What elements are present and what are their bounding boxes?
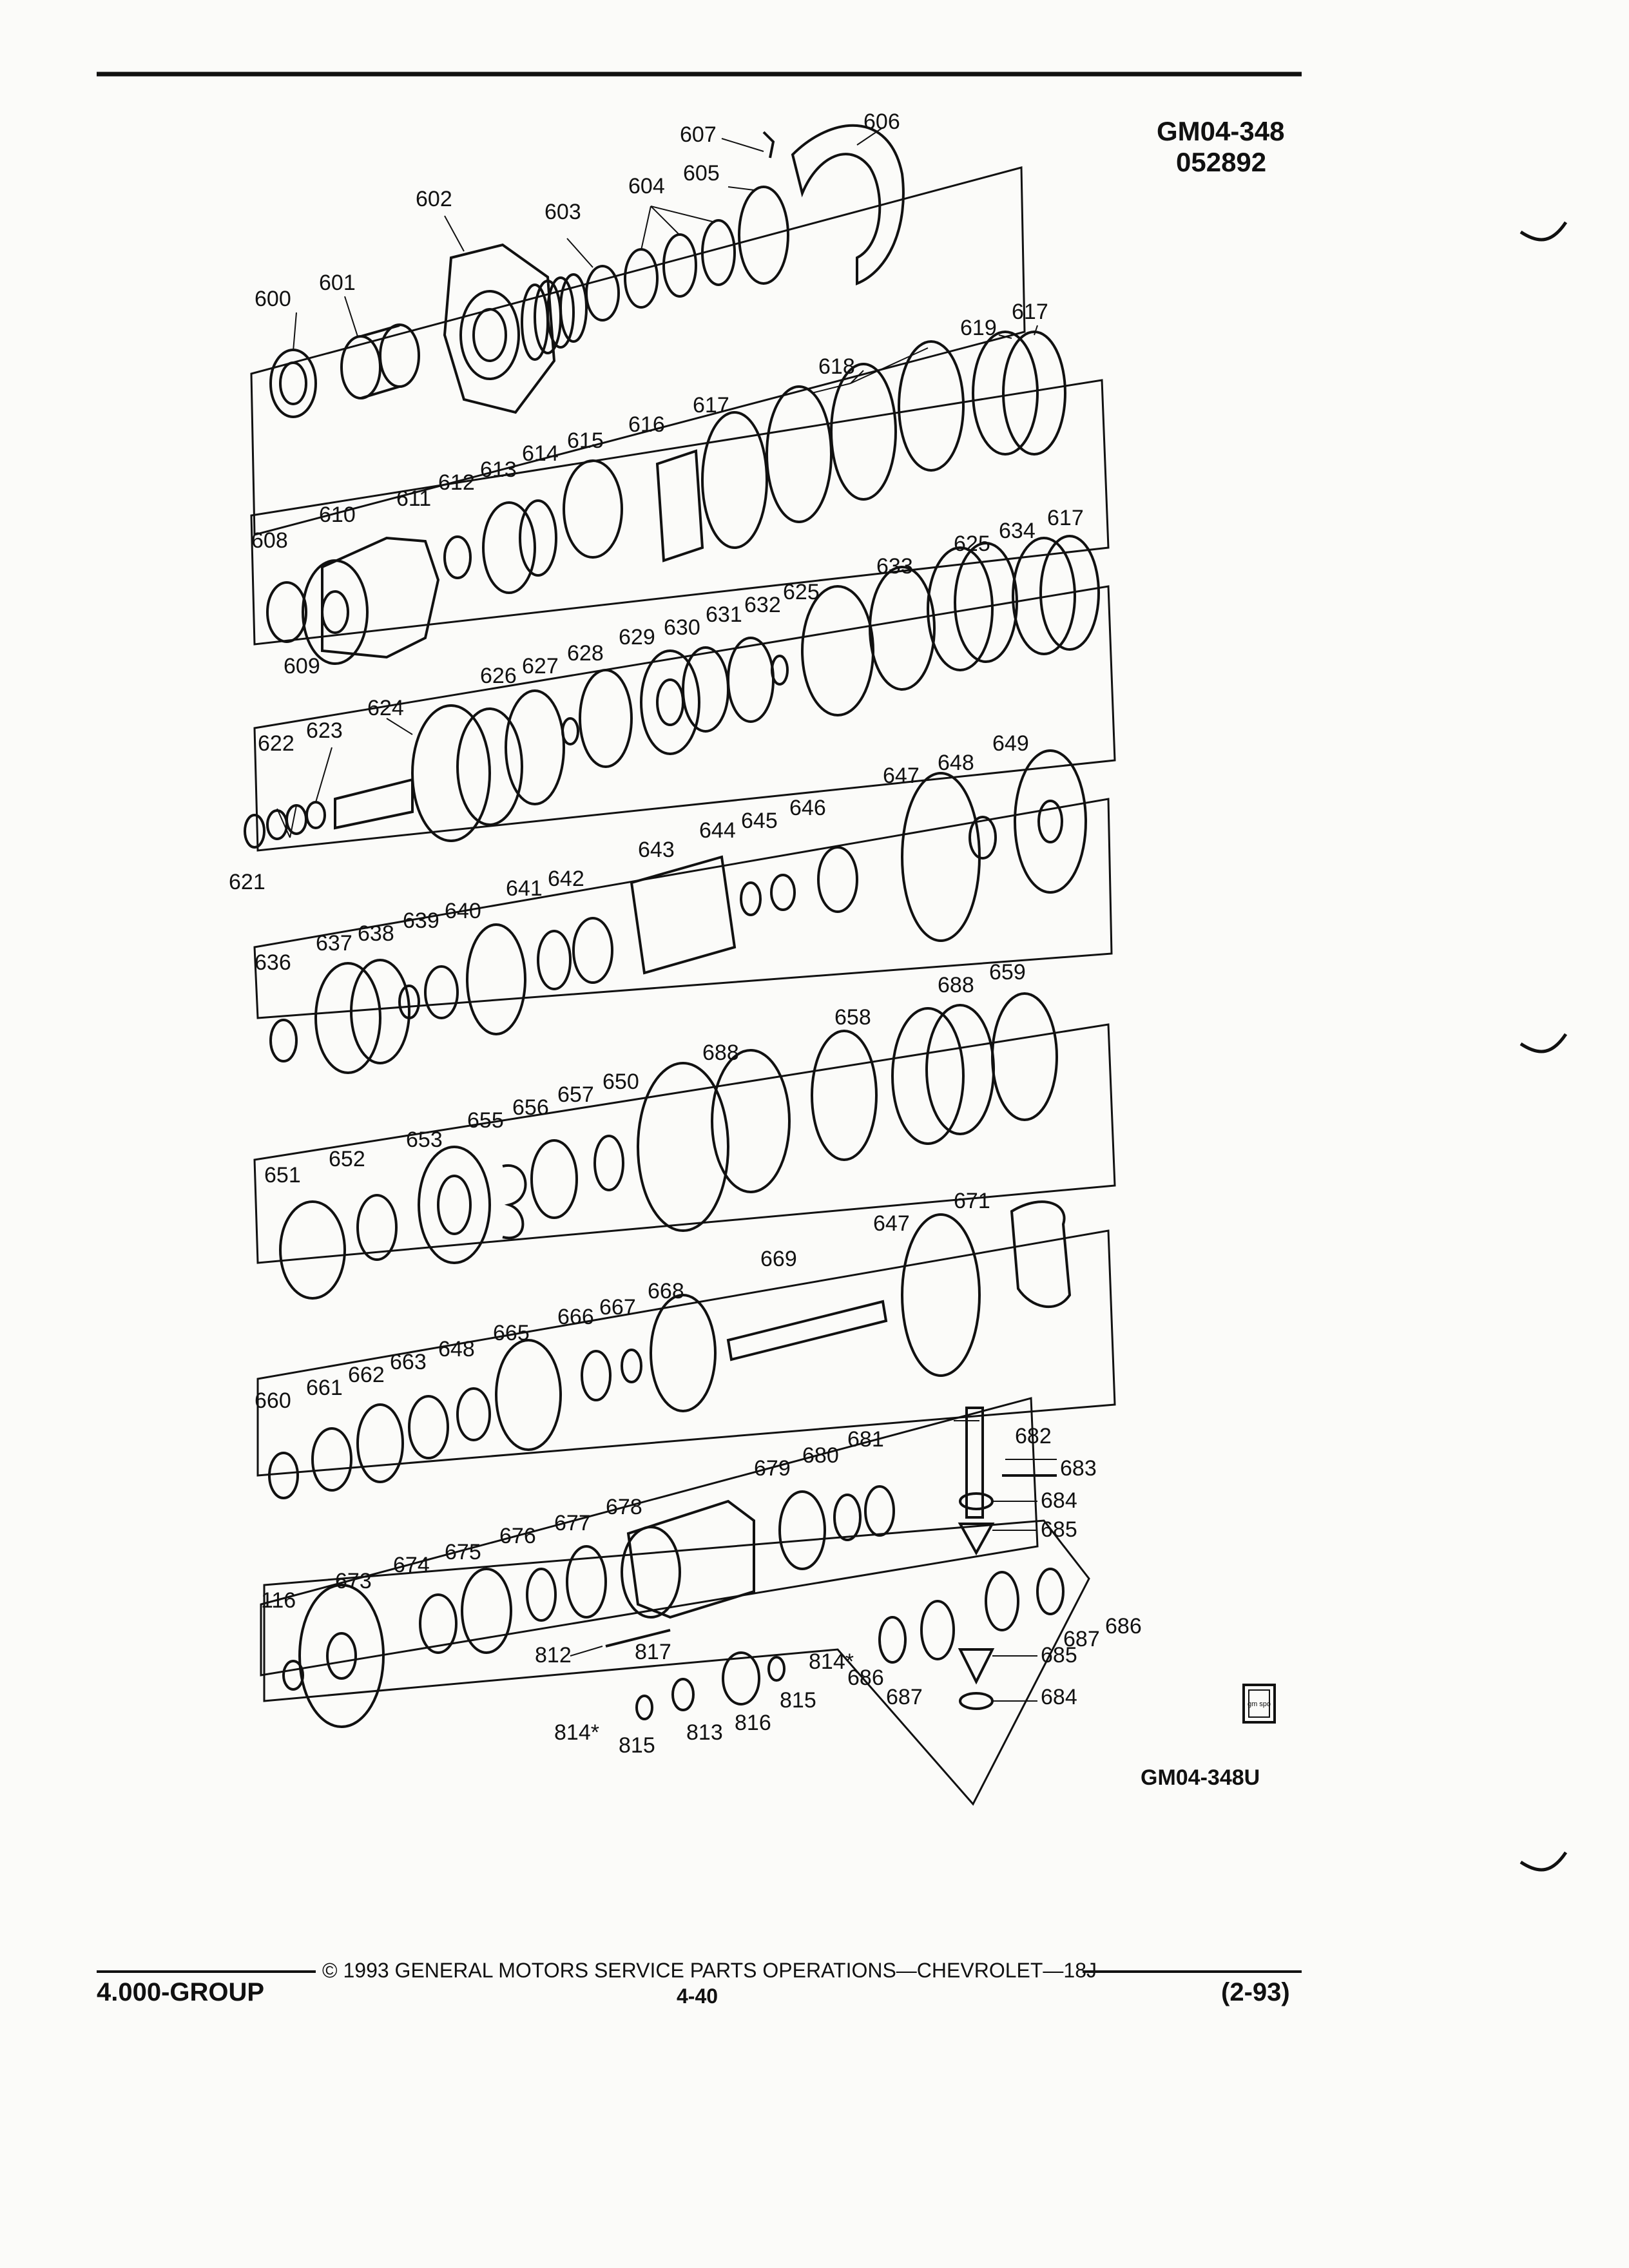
part-label: 684 xyxy=(1041,1488,1077,1513)
part-label: 626 xyxy=(480,664,517,688)
part-label: 608 xyxy=(251,528,288,553)
part-652-ring xyxy=(358,1195,396,1260)
part-666-ring xyxy=(582,1351,610,1400)
part-677-ring xyxy=(567,1546,606,1617)
part-label: 688 xyxy=(702,1041,739,1065)
part-617-ring-b xyxy=(1003,332,1065,454)
part-label: 661 xyxy=(306,1376,343,1400)
part-675-gear xyxy=(462,1569,511,1653)
part-label: 641 xyxy=(506,876,543,901)
part-label: 815 xyxy=(619,1733,655,1758)
part-label: 677 xyxy=(554,1511,591,1535)
part-label: 645 xyxy=(741,809,778,833)
part-688-plate-a xyxy=(712,1050,789,1192)
part-label: 668 xyxy=(648,1279,684,1303)
part-label: 634 xyxy=(999,519,1036,543)
part-label: 651 xyxy=(264,1163,301,1187)
part-label: 606 xyxy=(863,110,900,134)
part-624-shaft xyxy=(335,780,412,828)
part-684-washer-b xyxy=(960,1693,992,1709)
part-label: 632 xyxy=(744,593,781,617)
part-636-washer xyxy=(271,1020,296,1061)
part-label: 614 xyxy=(522,441,559,466)
part-655-spring xyxy=(503,1166,525,1238)
part-label: 605 xyxy=(683,161,720,186)
part-659-plate xyxy=(992,994,1057,1120)
part-643-shell xyxy=(631,857,735,973)
part-815-washer-b xyxy=(769,1657,784,1680)
part-label: 658 xyxy=(834,1005,871,1030)
part-686-washer-b xyxy=(880,1617,905,1662)
part-label: 617 xyxy=(1012,300,1048,324)
part-661-bearing xyxy=(313,1428,351,1490)
part-608-washer xyxy=(267,582,306,642)
part-628-ring xyxy=(580,670,631,767)
part-label: 666 xyxy=(557,1305,594,1329)
panel-row-5 xyxy=(255,1024,1115,1263)
part-685-gear xyxy=(960,1524,992,1553)
part-label: 676 xyxy=(499,1524,536,1548)
part-label: 817 xyxy=(635,1640,671,1664)
part-657-seal xyxy=(595,1136,623,1190)
part-label: 647 xyxy=(873,1211,910,1236)
part-627-washer xyxy=(563,718,578,744)
part-601-bushing xyxy=(342,336,380,398)
part-label: 657 xyxy=(557,1082,594,1107)
part-651-ring xyxy=(280,1202,345,1298)
part-label: 625 xyxy=(783,580,820,604)
part-813-roller xyxy=(673,1679,693,1710)
row-1-parts xyxy=(271,126,903,417)
part-641-ring xyxy=(538,931,570,989)
footer-page-number: 4-40 xyxy=(677,1984,718,2008)
part-label: 816 xyxy=(735,1711,771,1735)
part-669-shaft xyxy=(728,1302,886,1360)
part-631-gear xyxy=(728,638,773,722)
part-604-ring-a xyxy=(625,249,657,307)
part-label: 681 xyxy=(847,1427,884,1452)
part-label: 686 xyxy=(1105,1614,1142,1639)
part-671-band xyxy=(1012,1202,1070,1307)
footer-revision: (2-93) xyxy=(1221,1978,1290,2006)
part-656-piston xyxy=(532,1140,577,1218)
part-637-gear xyxy=(316,963,380,1073)
part-label: 628 xyxy=(567,641,604,666)
part-640-carrier xyxy=(467,925,525,1034)
part-label: 682 xyxy=(1015,1424,1052,1448)
part-label: 625 xyxy=(954,532,990,556)
part-label: 607 xyxy=(680,122,717,147)
part-label: 686 xyxy=(847,1666,884,1690)
part-label: 660 xyxy=(255,1389,291,1413)
part-label: 640 xyxy=(445,899,481,923)
part-label: 680 xyxy=(802,1443,839,1468)
part-labels xyxy=(229,110,1142,1758)
part-label: 623 xyxy=(306,718,343,743)
part-662-gear xyxy=(358,1405,403,1482)
part-649-gear xyxy=(1015,751,1086,892)
part-618-plate-c xyxy=(899,341,963,470)
part-label: 642 xyxy=(548,867,584,891)
part-label: 637 xyxy=(316,931,352,956)
part-label: 617 xyxy=(1047,506,1084,530)
part-label: 636 xyxy=(255,950,291,975)
part-618-plate-b xyxy=(831,364,896,499)
part-625-plate xyxy=(802,586,873,715)
part-label: 685 xyxy=(1041,1643,1077,1667)
part-label: 611 xyxy=(396,486,432,511)
part-621-ring xyxy=(245,815,264,847)
part-label: 604 xyxy=(628,174,665,198)
part-616-housing xyxy=(657,451,702,561)
part-605-ring xyxy=(739,187,788,284)
part-603-bushing xyxy=(586,266,619,320)
part-label: 650 xyxy=(602,1070,639,1094)
part-687-gear-b xyxy=(921,1601,954,1659)
part-label: 678 xyxy=(606,1495,642,1519)
part-label: 647 xyxy=(883,764,920,788)
panel-row-6 xyxy=(258,1231,1115,1475)
part-667-washer xyxy=(622,1350,641,1382)
part-639-ring xyxy=(425,966,458,1018)
part-647-snap-ring xyxy=(902,773,979,941)
badge-label: gm spo xyxy=(1247,1700,1271,1708)
part-611-bushing xyxy=(445,537,470,578)
part-label: 639 xyxy=(403,908,439,933)
part-633-plate xyxy=(870,567,934,689)
part-label: 683 xyxy=(1060,1456,1097,1481)
part-label: 688 xyxy=(938,973,974,997)
part-632-washer xyxy=(772,656,787,684)
part-label: 622 xyxy=(258,731,294,756)
part-label: 602 xyxy=(416,187,452,211)
part-614-seal xyxy=(520,501,556,575)
footer-copyright: © 1993 GENERAL MOTORS SERVICE PARTS OPERATIONS—CHEVROLET—18J xyxy=(322,1959,1097,1982)
part-label: 610 xyxy=(319,503,356,527)
part-673-housing xyxy=(300,1585,383,1727)
row-4-parts xyxy=(271,751,1086,1073)
part-label: 615 xyxy=(567,428,604,453)
part-label: 617 xyxy=(693,393,729,418)
part-607-pin xyxy=(764,132,773,158)
part-648-bushing-b xyxy=(458,1389,490,1440)
part-label: 656 xyxy=(512,1095,549,1120)
part-label: 652 xyxy=(329,1147,365,1171)
part-label: 613 xyxy=(480,457,517,482)
part-645-washer xyxy=(771,875,795,910)
part-label: 674 xyxy=(393,1553,430,1577)
part-label: 644 xyxy=(699,818,736,843)
part-629-carrier xyxy=(641,651,699,754)
part-label: 814* xyxy=(809,1649,854,1674)
panel-row-4 xyxy=(255,799,1112,1018)
footer-group: 4.000-GROUP xyxy=(97,1978,265,2006)
part-663-washer xyxy=(409,1396,448,1458)
part-604-ring-b xyxy=(664,235,696,296)
part-label: 655 xyxy=(467,1108,504,1133)
part-label: 812 xyxy=(535,1643,572,1667)
part-label: 665 xyxy=(493,1321,530,1345)
part-label: 673 xyxy=(335,1569,372,1593)
part-label: 653 xyxy=(406,1128,443,1152)
part-686-washer xyxy=(1037,1569,1063,1614)
part-label: 629 xyxy=(619,625,655,649)
part-label: 813 xyxy=(686,1720,723,1745)
part-660-washer xyxy=(269,1453,298,1498)
part-676-ring xyxy=(527,1569,555,1620)
part-label: 603 xyxy=(545,200,581,224)
part-label: 612 xyxy=(438,470,475,495)
part-label: 671 xyxy=(954,1189,990,1213)
part-623-washer xyxy=(307,802,325,828)
part-647-snap-ring-b xyxy=(902,1215,979,1376)
part-label: 659 xyxy=(989,960,1026,985)
part-618-plate-a xyxy=(767,387,831,522)
part-label: 631 xyxy=(706,602,742,627)
part-label: 649 xyxy=(992,731,1029,756)
part-682-pin xyxy=(967,1408,983,1517)
part-600-bearing xyxy=(271,350,316,417)
part-815-washer xyxy=(637,1696,652,1719)
part-label: 669 xyxy=(760,1247,797,1271)
part-label: 687 xyxy=(886,1685,923,1709)
part-684-washer xyxy=(960,1494,992,1509)
part-615-piston xyxy=(564,461,622,557)
part-label: 648 xyxy=(438,1337,475,1361)
part-label: 624 xyxy=(367,696,404,720)
part-label: 679 xyxy=(754,1456,791,1481)
part-679-bearing xyxy=(780,1492,825,1569)
panel-row-2 xyxy=(251,380,1108,644)
part-label: 814* xyxy=(554,1720,599,1745)
part-label: 648 xyxy=(938,751,974,775)
part-642-bearing xyxy=(574,918,612,983)
part-685-gear-b xyxy=(960,1649,992,1682)
part-681-ring xyxy=(865,1486,894,1535)
part-610-drum xyxy=(322,538,438,657)
part-label: 685 xyxy=(1041,1517,1077,1542)
part-label: 630 xyxy=(664,615,700,640)
part-630-gear xyxy=(683,648,728,731)
part-label: 815 xyxy=(780,1688,816,1713)
panel-boxes xyxy=(251,168,1115,1804)
part-label: 600 xyxy=(255,287,291,311)
part-658-plate xyxy=(812,1031,876,1160)
part-626-ring xyxy=(506,691,564,804)
row-5-parts xyxy=(280,994,1057,1298)
part-648-bushing xyxy=(970,817,996,858)
part-label: 621 xyxy=(229,870,265,894)
part-label: 646 xyxy=(789,796,826,820)
part-label: 687 xyxy=(1063,1627,1100,1651)
panel-row-1 xyxy=(251,168,1025,535)
part-label: 616 xyxy=(628,412,665,437)
part-665-carrier xyxy=(496,1340,561,1450)
part-label: 684 xyxy=(1041,1685,1077,1709)
part-label: 609 xyxy=(284,654,320,678)
diagram-code: GM04-348U xyxy=(1141,1765,1260,1790)
part-label: 675 xyxy=(445,1540,481,1564)
part-687-gear xyxy=(986,1572,1018,1630)
part-668-gear xyxy=(651,1295,715,1411)
gm-spo-badge xyxy=(1244,1685,1275,1722)
part-label: 619 xyxy=(960,316,997,340)
part-label: 116 xyxy=(261,1588,296,1613)
part-674-washer xyxy=(420,1595,456,1653)
part-label: 633 xyxy=(876,554,913,579)
part-678-case xyxy=(628,1501,754,1617)
part-label: 638 xyxy=(358,921,394,946)
part-612-ring xyxy=(483,503,535,593)
header-code: GM04-348 xyxy=(1157,116,1285,146)
part-label: 663 xyxy=(390,1350,427,1374)
part-label: 601 xyxy=(319,271,356,295)
part-label: 667 xyxy=(599,1295,636,1320)
part-617-snap-ring xyxy=(702,412,767,548)
part-label: 627 xyxy=(522,654,559,678)
part-680-washer xyxy=(834,1495,860,1540)
part-816-gear xyxy=(723,1653,759,1704)
part-label: 643 xyxy=(638,838,675,862)
part-644-washer xyxy=(741,883,760,915)
scan-marks xyxy=(1521,222,1566,1870)
part-646-gear xyxy=(818,847,857,912)
part-label: 618 xyxy=(818,354,855,379)
header-date: 052892 xyxy=(1176,147,1267,177)
part-label: 662 xyxy=(348,1363,385,1387)
part-619-plate xyxy=(973,332,1037,454)
